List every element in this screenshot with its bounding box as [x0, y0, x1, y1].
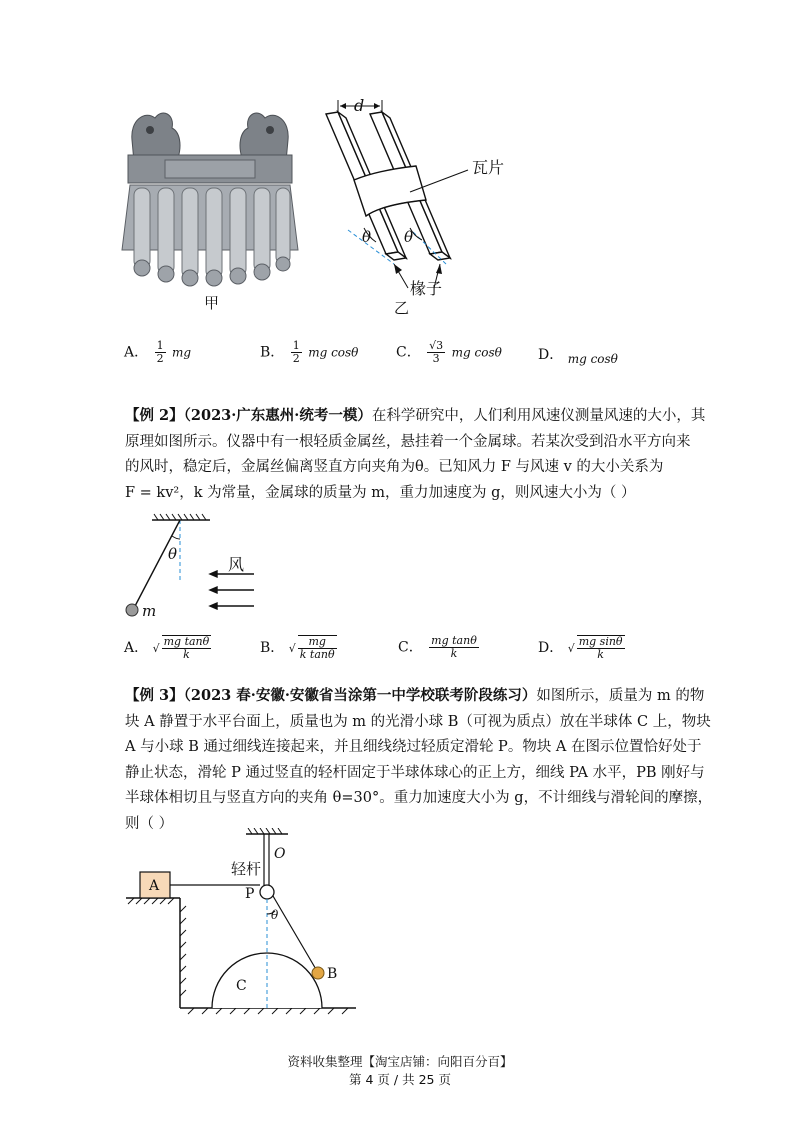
fig2-wind-label: 风 — [228, 555, 245, 574]
q2-option-b[interactable]: B． √ $\frac{mg}{\text{k tanθ}}$ — [260, 635, 335, 661]
fig3-theta: θ — [271, 908, 279, 922]
fig3-ball-b-label: B — [327, 966, 338, 982]
fig3-rod-label: 轻杆 — [231, 860, 262, 878]
q2-option-c[interactable]: C． $\frac{\text{mg tanθ}}{k}$ — [398, 634, 477, 660]
footer-page-number: 第 4 页 / 共 25 页 — [349, 1072, 451, 1087]
label-tile: 瓦片 — [472, 158, 505, 177]
fig3-pulley-label: P — [245, 886, 255, 902]
q2-option-a[interactable]: A． √ $\frac{\text{mg tanθ}}{k}$ — [124, 635, 210, 661]
label-d: d — [354, 96, 365, 115]
sqrt-sign: √ — [288, 641, 296, 655]
example-3-tag: 【例 3】 — [125, 687, 184, 704]
q1-option-a[interactable]: A． $\frac{1}{2}$ mg — [124, 339, 192, 365]
label-theta-left: θ — [362, 228, 372, 246]
sqrt-sign: √ — [152, 641, 160, 655]
sqrt-sign: √ — [567, 641, 575, 655]
q2-option-d[interactable]: D． √ $\frac{\text{mg sinθ}}{k}$ — [538, 635, 623, 661]
label-theta-right: θ — [404, 228, 414, 246]
fig2-theta: θ — [168, 545, 178, 563]
fig3-o-label: O — [274, 846, 286, 862]
footer-source: 资料收集整理【淘宝店铺：向阳百分百】 — [287, 1054, 513, 1069]
fraction: $\frac{mg}{\text{k tanθ}}$ — [299, 635, 335, 661]
roof-tile-illustration — [120, 100, 300, 290]
q1-option-b[interactable]: B． $\frac{1}{2}$ mg cosθ — [260, 339, 359, 365]
q1-option-d[interactable]: D． mg cosθ — [538, 347, 618, 366]
fraction: $\frac{√3}{3}$ — [429, 339, 444, 365]
fraction: $\frac{1}{2}$ — [292, 339, 300, 365]
example-3-source: （2023 春·安徽·安徽省当涂第一中学校联考阶段练习） — [183, 687, 537, 704]
example-2-source: （2023·广东惠州·统考一模） — [183, 407, 372, 424]
label-rafter: 椽子 — [410, 279, 443, 298]
fig2-mass-label: m — [142, 602, 157, 620]
example-2-tag: 【例 2】 — [125, 407, 184, 424]
fraction: $\frac{1}{2}$ — [156, 339, 164, 365]
fraction: $\frac{\text{mg tanθ}}{k}$ — [163, 635, 210, 661]
fig3-hemisphere-c-label: C — [236, 978, 247, 994]
figure-caption-yi: 乙 — [394, 299, 410, 317]
fig3-block-a-label: A — [149, 878, 160, 894]
q1-option-c[interactable]: C． $\frac{√3}{3}$ mg cosθ — [396, 339, 502, 365]
fraction: $\frac{\text{mg tanθ}}{k}$ — [431, 634, 477, 660]
figure-caption-jia: 甲 — [204, 294, 220, 312]
wind-arrows — [208, 570, 258, 610]
example-3-text: 【例 3】（2023 春·安徽·安徽省当涂第一中学校联考阶段练习）如图所示，质量为 m 的物 块 A 静置于水平台面上，质量也为 m 的光滑小球 B（可视为质点）放在半球体 C 上，物块 A 与小球 B 通过细线连接起来，并且细线绕过轻质定滑轮 P。物块 A 在图示位置恰好处于 静止状态，滑轮 P 通过竖直的轻杆固定于半球体球心的正上方，细线 PA 水平，PB 刚好与 半球体相切且与竖直方向的夹角 θ=30°。重力加速度大小为 g，不计细线与滑轮间的摩擦， 则（ ） — [125, 687, 713, 832]
example-2-text: 【例 2】（2023·广东惠州·统考一模）在科学研究中，人们利用风速仪测量风速的大小，其 原理如图所示。仪器中有一根轻质金属丝，悬挂着一个金属球。若某次受到沿水平方向来 的风时，稳定后，金属丝偏离竖直方向夹角为θ。已知风力 F 与风速 v 的大小关系为 F = kv²，k 为常量，金属球的质量为 m，重力加速度为 g，则风速大小为（ ） — [125, 407, 706, 501]
fraction: $\frac{\text{mg sinθ}}{k}$ — [578, 635, 623, 661]
